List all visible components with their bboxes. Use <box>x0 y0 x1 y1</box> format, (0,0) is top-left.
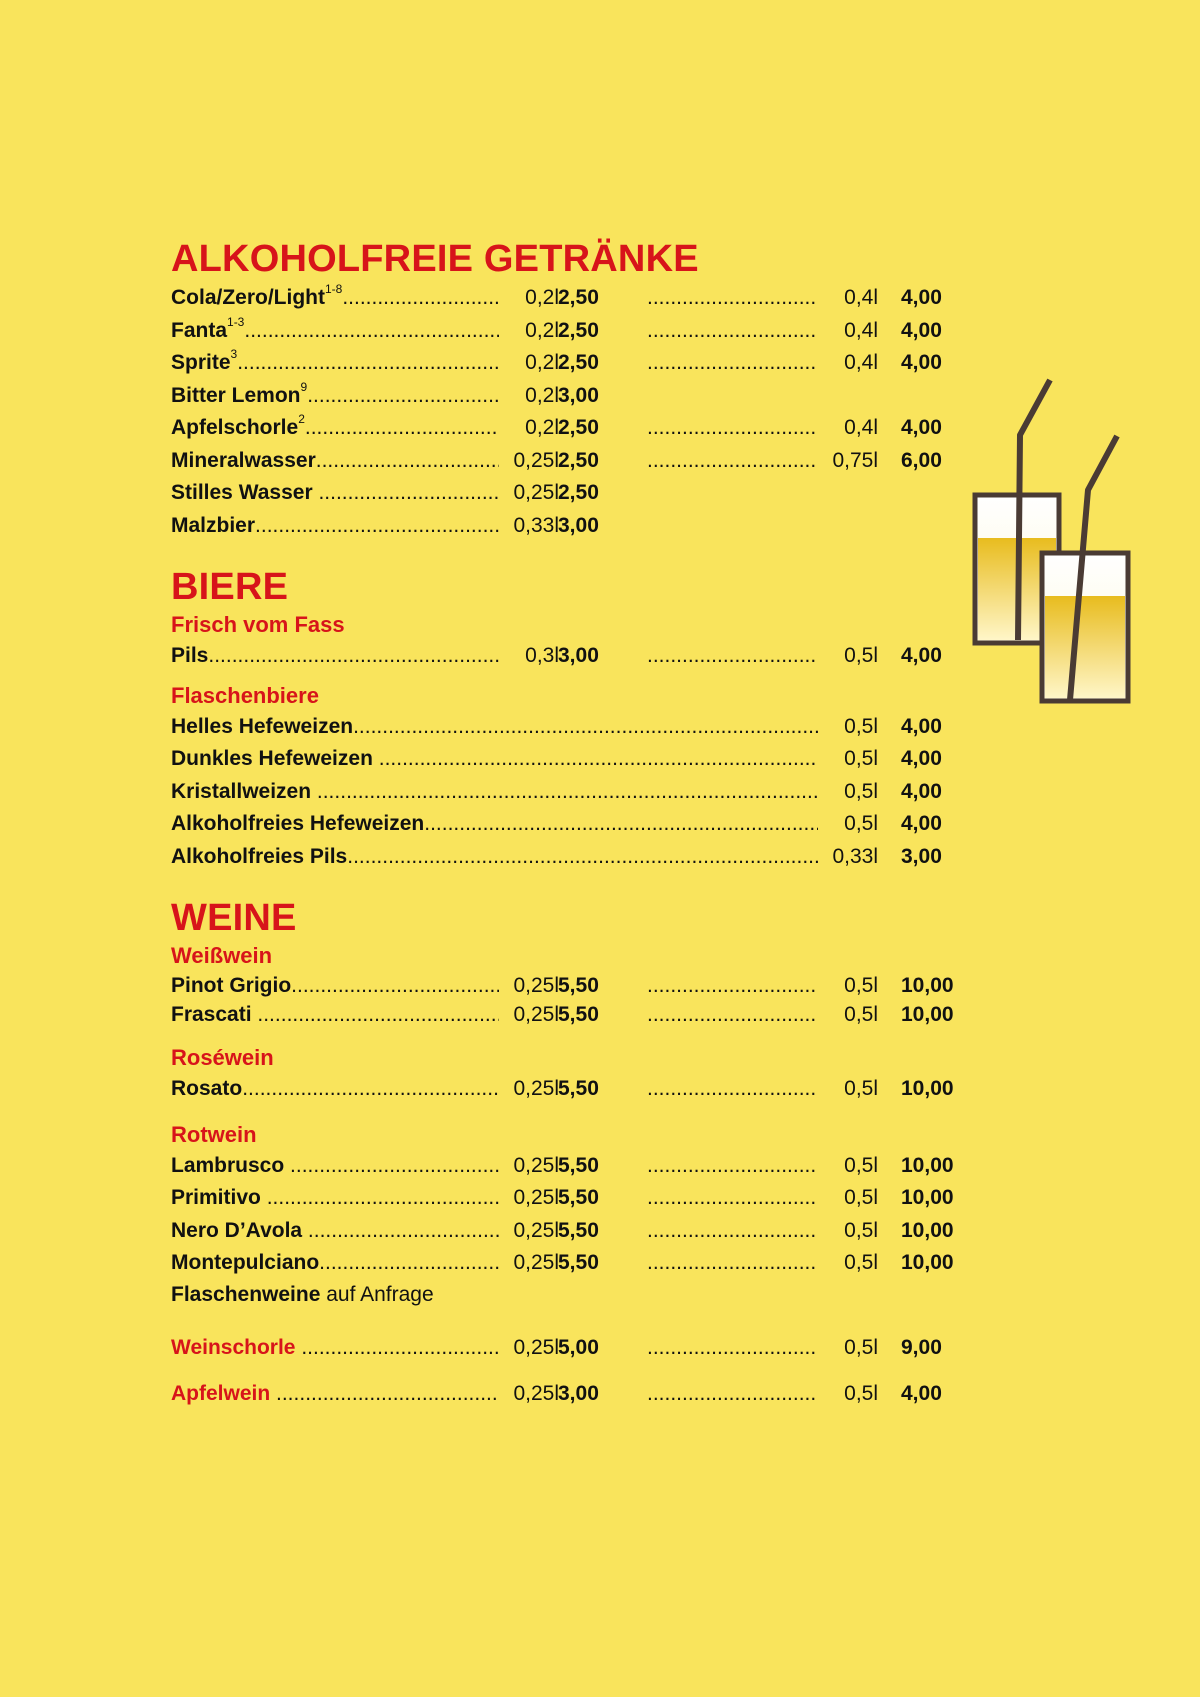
item-volume-large: 0,4l <box>818 412 878 445</box>
item-name: Rosato <box>171 1077 243 1100</box>
item-volume: 0,5l <box>818 711 878 744</box>
item-volume: 0,25l <box>499 1378 559 1411</box>
item-volume: 0,5l <box>818 776 878 809</box>
item-name: Nero D’Avola <box>171 1218 308 1242</box>
item-name: Alkoholfreies Hefeweizen <box>171 812 425 835</box>
menu-item <box>171 743 971 776</box>
item-name: Bitter Lemon <box>171 383 301 407</box>
subsection-title-rosewein: Roséwein <box>171 1045 274 1070</box>
item-volume-large: 0,5l <box>818 1073 878 1106</box>
item-volume-large: 0,5l <box>818 640 878 673</box>
item-volume: 0,33l <box>818 841 878 874</box>
item-price: 5,00 <box>558 1335 599 1359</box>
alkoholfrei-list <box>171 282 971 542</box>
item-price-large: 4,00 <box>901 644 942 667</box>
menu-item-apfelwein <box>171 1378 971 1411</box>
item-name: Frascati <box>171 1003 258 1026</box>
menu-item <box>171 282 971 315</box>
menu-item <box>171 1215 971 1248</box>
subsection-title-flaschen: Flaschenbiere <box>171 682 319 708</box>
item-volume: 0,25l <box>499 445 559 478</box>
menu-item <box>171 380 971 413</box>
menu-item <box>171 315 971 348</box>
menu-item <box>171 347 971 380</box>
item-price: 3,00 <box>558 383 599 407</box>
item-volume: 0,2l <box>499 412 559 445</box>
item-price-large: 4,00 <box>901 286 942 309</box>
menu-item-weinschorle <box>171 1332 971 1365</box>
note-bold: Flaschenweine <box>171 1282 321 1306</box>
item-price: 3,00 <box>558 1382 599 1405</box>
item-price-large: 10,00 <box>901 974 954 997</box>
glass-front <box>1042 436 1128 701</box>
item-volume-large: 0,4l <box>818 347 878 380</box>
item-price: 2,50 <box>558 481 599 504</box>
item-name: Montepulciano <box>171 1251 320 1274</box>
item-volume: 0,25l <box>499 1150 559 1183</box>
item-name: Dunkles Hefeweizen <box>171 747 379 770</box>
additive-note: 1-3 <box>227 314 245 329</box>
section-title-biere: BIERE <box>171 566 289 608</box>
additive-note: 2 <box>298 412 305 426</box>
item-volume-large: 0,5l <box>818 1378 878 1411</box>
item-price-large: 4,00 <box>901 351 942 374</box>
item-price: 2,50 <box>558 448 599 472</box>
bottle-wine-note <box>171 1280 971 1310</box>
item-volume: 0,5l <box>818 743 878 776</box>
item-price-large: 4,00 <box>901 1382 942 1405</box>
item-name: Mineralwasser <box>171 448 316 472</box>
item-name: Apfelschorle <box>171 416 299 439</box>
item-price-large: 4,00 <box>901 416 942 439</box>
section-title-alkoholfrei: ALKOHOLFREIE GETRÄNKE <box>171 238 699 280</box>
subsection-title-rotwein: Rotwein <box>171 1121 257 1147</box>
section-title-weine: WEINE <box>171 897 297 939</box>
menu-item <box>171 841 971 874</box>
item-price-large: 10,00 <box>901 1251 954 1274</box>
item-price: 2,50 <box>558 318 599 342</box>
item-name: Pinot Grigio <box>171 974 292 997</box>
item-price-large: 10,00 <box>901 1003 954 1026</box>
item-volume-large: 0,4l <box>818 282 878 315</box>
item-price: 5,50 <box>558 1003 599 1026</box>
item-volume-large: 0,5l <box>818 1247 878 1280</box>
item-price: 4,00 <box>901 714 942 738</box>
item-name: Kristallweizen <box>171 779 317 803</box>
item-volume-large: 0,5l <box>818 1000 878 1029</box>
item-name: Helles Hefeweizen <box>171 714 354 738</box>
item-price: 5,50 <box>558 1186 599 1209</box>
item-name: Cola/Zero/Light <box>171 286 325 309</box>
drinking-glasses-with-straws-icon <box>970 370 1150 710</box>
item-name: Sprite <box>171 351 231 374</box>
note-rest: auf Anfrage <box>320 1282 434 1306</box>
menu-item <box>171 1000 971 1029</box>
item-volume: 0,33l <box>499 510 559 543</box>
item-price: 4,00 <box>901 747 942 770</box>
menu-item <box>171 971 971 1000</box>
item-price-large: 10,00 <box>901 1218 954 1242</box>
item-price-large: 9,00 <box>901 1335 942 1359</box>
item-price-large: 4,00 <box>901 318 942 342</box>
item-volume: 0,2l <box>499 282 559 315</box>
item-volume: 0,2l <box>499 315 559 348</box>
item-price: 5,50 <box>558 1153 599 1177</box>
item-price: 2,50 <box>558 286 599 309</box>
flaschenbiere-list <box>171 711 971 874</box>
item-volume: 0,25l <box>499 1332 559 1365</box>
item-price: 5,50 <box>558 1251 599 1274</box>
additive-note: 3 <box>230 347 238 361</box>
menu-item <box>171 711 971 744</box>
item-volume: 0,25l <box>499 1182 559 1215</box>
item-price: 2,50 <box>558 351 599 374</box>
item-price: 4,00 <box>901 779 942 803</box>
item-volume: 0,25l <box>499 1000 559 1029</box>
item-price-large: 10,00 <box>901 1186 954 1209</box>
item-price: 3,00 <box>901 844 942 868</box>
item-volume-large: 0,4l <box>818 315 878 348</box>
item-volume: 0,2l <box>499 380 559 413</box>
menu-item <box>171 640 971 673</box>
additive-note: 9 <box>300 379 308 394</box>
item-name: Primitivo <box>171 1186 267 1209</box>
item-name: Apfelwein <box>171 1382 277 1405</box>
menu-item <box>171 1247 971 1280</box>
item-price: 5,50 <box>558 1077 599 1100</box>
item-volume-large: 0,5l <box>818 1182 878 1215</box>
subsection-title-fass: Frisch vom Fass <box>171 612 345 637</box>
rotwein-list <box>171 1150 971 1280</box>
menu-item <box>171 412 971 445</box>
additive-note: 1-8 <box>325 282 343 296</box>
item-name: Fanta <box>171 318 228 342</box>
item-price-large: 10,00 <box>901 1077 954 1100</box>
menu-item <box>171 1150 971 1183</box>
item-name: Alkoholfreies Pils <box>171 844 348 868</box>
item-volume: 0,25l <box>499 971 559 1000</box>
item-name: Weinschorle <box>171 1335 302 1359</box>
menu-item <box>171 1073 971 1106</box>
menu-item <box>171 445 971 478</box>
item-name: Stilles Wasser <box>171 481 319 504</box>
item-name: Lambrusco <box>171 1153 291 1177</box>
item-price: 2,50 <box>558 416 599 439</box>
item-volume: 0,25l <box>499 1215 559 1248</box>
menu-item <box>171 477 971 510</box>
item-name: Malzbier <box>171 513 256 537</box>
item-price-large: 6,00 <box>901 448 942 472</box>
menu-item <box>171 510 971 543</box>
item-price: 3,00 <box>558 644 599 667</box>
item-volume-large: 0,5l <box>818 971 878 1000</box>
item-volume: 0,5l <box>818 808 878 841</box>
menu-item <box>171 776 971 809</box>
item-volume-large: 0,75l <box>818 445 878 478</box>
subsection-title-weisswein: Weißwein <box>171 943 273 968</box>
item-volume: 0,25l <box>499 1247 559 1280</box>
item-price: 5,50 <box>558 974 599 997</box>
item-volume: 0,3l <box>499 640 559 673</box>
item-name: Pils <box>171 644 209 667</box>
drinks-menu <box>171 236 971 1411</box>
item-volume: 0,25l <box>499 477 559 510</box>
item-price: 3,00 <box>558 513 599 537</box>
item-volume: 0,25l <box>499 1073 559 1106</box>
menu-item <box>171 1182 971 1215</box>
item-price-large: 10,00 <box>901 1153 954 1177</box>
item-volume: 0,2l <box>499 347 559 380</box>
item-volume-large: 0,5l <box>818 1150 878 1183</box>
item-volume-large: 0,5l <box>818 1332 878 1365</box>
menu-item <box>171 808 971 841</box>
item-price: 5,50 <box>558 1218 599 1242</box>
item-price: 4,00 <box>901 812 942 835</box>
item-volume-large: 0,5l <box>818 1215 878 1248</box>
